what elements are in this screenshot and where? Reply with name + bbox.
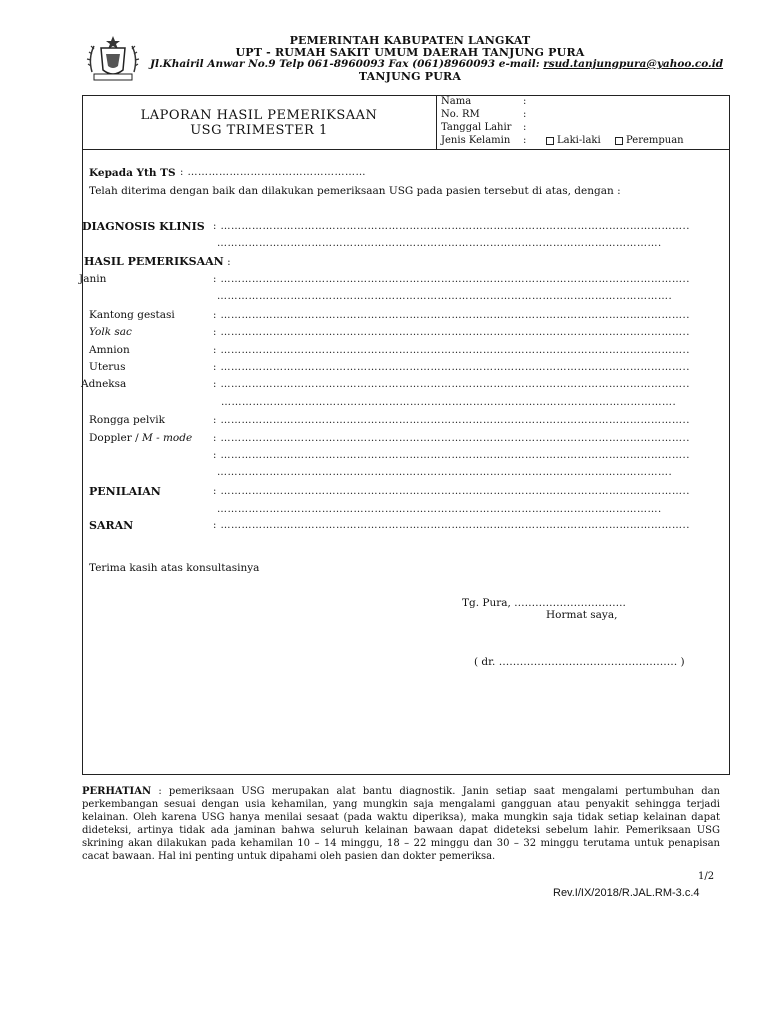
header-address	[150, 58, 724, 70]
doctor-signature-field[interactable]: ( dr. …………………………………………… )	[474, 656, 685, 668]
patient-dob-label: Tanggal Lahir	[441, 122, 512, 133]
male-label: Laki-laki	[557, 135, 601, 146]
doppler-field-cont1[interactable]: : ……………………………………………………………………………………………………………………..	[213, 450, 690, 461]
female-label: Perempuan	[626, 135, 684, 146]
diagnosis-field-cont[interactable]: ……………………………………………………………………………………………………………….	[217, 238, 662, 249]
janin-field-cont[interactable]: ………………………………………………………………………………………………………………….	[217, 291, 673, 302]
patient-name-label: Nama	[441, 96, 472, 107]
vertical-divider	[436, 96, 437, 149]
yolk-field[interactable]: : ……………………………………………………………………………………………………………………..	[213, 327, 690, 338]
janin-label: Janin	[79, 273, 107, 285]
note-label: PERHATIAN	[82, 786, 152, 797]
note-text: : pemeriksaan USG merupakan alat bantu diagnostik. Janin setiap saat mengalami pertumbuhan dan perkembangan sesuai dengan usia kehamilan, yang mungkin saja mengalami gangguan atau penyakit sehingga terjadi kelainan. Oleh karena USG hanya menilai sesaat (pada waktu diperiksa), maka mungkin saja tidak setiap kelainan dapat dideteksi, artinya tidak ada jaminan bahwa seluruh kelainan bawaan dapat dideteksi sebelum lahir. Pemeriksaan USG skrining akan dilakukan pada kehamilan 10 – 14 minggu, 18 – 22 minggu dan 30 – 32 minggu terutama untuk penapisan cacat bawaan. Hal ini penting untuk dipahami oleh pasien dan dokter pemeriksa.	[82, 786, 720, 862]
rongga-field[interactable]: : ……………………………………………………………………………………………………………………..	[213, 415, 690, 426]
doppler-mmode: M - mode	[142, 432, 193, 444]
adneksa-field[interactable]: : ……………………………………………………………………………………………………………………..	[213, 379, 690, 390]
thanks-text: Terima kasih atas konsultasinya	[89, 562, 260, 574]
page-number: 1/2	[698, 871, 715, 882]
male-checkbox[interactable]	[546, 137, 554, 145]
patient-sex-label: Jenis Kelamin	[441, 135, 511, 146]
saran-label: SARAN	[89, 519, 134, 532]
kepada-label: Kepada Yth TS	[89, 167, 176, 179]
form-title-line2: USG TRIMESTER 1	[190, 123, 328, 138]
header-city: TANJUNG PURA	[358, 70, 462, 83]
email-link[interactable]: rsud.tanjungpura@yahoo.co.id	[543, 58, 724, 70]
form-title-line1: LAPORAN HASIL PEMERIKSAAN	[140, 108, 378, 123]
doppler-field[interactable]: : ……………………………………………………………………………………………………………………..	[213, 433, 690, 444]
penilaian-field-cont[interactable]: ……………………………………………………………………………………………………………….	[217, 504, 662, 515]
adneksa-field-cont[interactable]: ………………………………………………………………………………………………………………….	[221, 397, 677, 408]
diagnosis-label: DIAGNOSIS KLINIS	[82, 220, 205, 233]
amnion-field[interactable]: : ……………………………………………………………………………………………………………………..	[213, 345, 690, 356]
rongga-label: Rongga pelvik	[89, 414, 165, 426]
doppler-field-cont2[interactable]: ………………………………………………………………………………………………………………….	[217, 467, 673, 478]
kantong-label: Kantong gestasi	[89, 309, 175, 321]
patient-dob-colon: :	[523, 122, 527, 133]
amnion-label: Amnion	[89, 344, 130, 356]
doppler-prefix: Doppler /	[89, 432, 142, 444]
uterus-label: Uterus	[89, 361, 126, 373]
intro-text: Telah diterima dengan baik dan dilakukan pemeriksaan USG pada pasien tersebut di atas, dengan :	[89, 185, 621, 197]
saran-field[interactable]: : ……………………………………………………………………………………………………………………..	[213, 520, 690, 531]
regards-text: Hormat saya,	[546, 609, 618, 621]
penilaian-field[interactable]: : ……………………………………………………………………………………………………………………..	[213, 486, 690, 497]
uterus-field[interactable]: : ……………………………………………………………………………………………………………………..	[213, 362, 690, 373]
header-government: PEMERINTAH KABUPATEN LANGKAT	[289, 34, 531, 47]
penilaian-label: PENILAIAN	[89, 485, 161, 498]
sex-option-female[interactable]	[615, 135, 684, 146]
patient-rm-label: No. RM	[441, 109, 480, 120]
kantong-field[interactable]: : ……………………………………………………………………………………………………………………..	[213, 310, 690, 321]
disclaimer-note	[82, 785, 720, 863]
diagnosis-field[interactable]: : ……………………………………………………………………………………………………………………..	[213, 221, 690, 232]
hasil-label: HASIL PEMERIKSAAN	[84, 255, 224, 268]
patient-name-colon: :	[523, 96, 527, 107]
kepada-field[interactable]: : ……………………………………………	[180, 167, 367, 178]
janin-field[interactable]: : ……………………………………………………………………………………………………………………..	[213, 274, 690, 285]
patient-sex-colon: :	[523, 135, 527, 146]
hasil-colon: :	[227, 256, 231, 268]
address-text: Jl.Khairil Anwar No.9 Telp 061-8960093 Fax (061)8960093 e-mail:	[150, 58, 544, 70]
sex-option-male[interactable]	[546, 135, 601, 146]
date-place-field[interactable]: Tg. Pura, …………………………..	[462, 597, 626, 609]
patient-rm-colon: :	[523, 109, 527, 120]
female-checkbox[interactable]	[615, 137, 623, 145]
doppler-label	[89, 432, 192, 444]
hasil-heading	[84, 255, 231, 268]
adneksa-label: Adneksa	[81, 378, 127, 390]
header-hospital: UPT - RUMAH SAKIT UMUM DAERAH TANJUNG PURA	[235, 46, 585, 59]
yolk-label: Yolk sac	[89, 326, 132, 338]
regency-logo	[84, 32, 142, 84]
revision-code: Rev.I/IX/2018/R.JAL.RM-3.c.4	[553, 887, 700, 899]
